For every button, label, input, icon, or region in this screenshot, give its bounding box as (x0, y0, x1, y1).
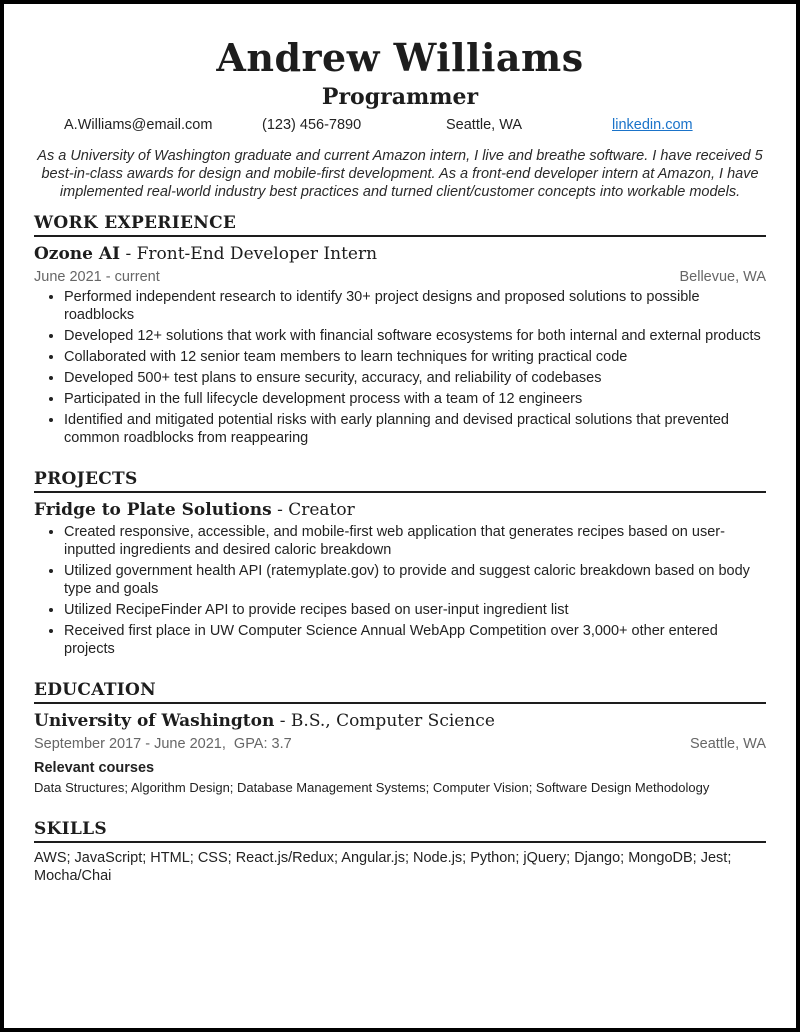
bullet-list (34, 523, 766, 658)
list-item: • Received first place in UW Computer Science Annual WebApp Competition over 3,000+ other entered projects (64, 622, 766, 658)
section-heading: PROJECTS (34, 469, 766, 493)
list-item: • Developed 12+ solutions that work with financial software ecosystems for both internal and external products (64, 327, 766, 345)
project-role: Creator (288, 500, 355, 520)
work-experience-section (34, 213, 766, 447)
skills-section (34, 819, 766, 885)
candidate-name: Andrew Williams (216, 35, 584, 80)
email: A.Williams@email.com (64, 117, 213, 133)
list-item: • Performed independent research to identify 30+ project designs and proposed solutions to possible roadblocks (64, 288, 766, 324)
list-item: • Identified and mitigated potential risks with early planning and devised practical solutions that prevented common roadblocks from reappearing (64, 411, 766, 447)
linkedin-link[interactable]: linkedin.com (612, 117, 693, 133)
section-heading: WORK EXPERIENCE (34, 213, 766, 237)
position: Front-End Developer Intern (136, 244, 378, 264)
list-item: • Collaborated with 12 senior team members to learn techniques for writing practical code (64, 348, 766, 366)
summary: As a University of Washington graduate and current Amazon intern, I live and breathe software. I have received 5 best-in-class awards for design and mobile-first development. As a front-end developer intern at Amazon, I have implemented real-world industry best practices and turned client/customer concepts into workable models. (37, 148, 763, 200)
list-item: • Participated in the full lifecycle development process with a team of 12 engineers (64, 390, 766, 408)
role-line (34, 499, 766, 521)
role-line (34, 243, 766, 265)
separator: - (277, 500, 289, 520)
job-location: Bellevue, WA (679, 269, 766, 285)
role-line (34, 710, 766, 732)
separator: - (279, 711, 291, 731)
list-item: • Utilized RecipeFinder API to provide recipes based on user-input ingredient list (64, 601, 766, 619)
list-item: • Created responsive, accessible, and mobile-first web application that generates recipes based on user-inputted ingredients and desired caloric breakdown (64, 523, 766, 559)
education-section (34, 680, 766, 797)
meta-line (34, 735, 766, 753)
separator: - (125, 244, 137, 264)
school-location: Seattle, WA (689, 736, 766, 752)
job-title: Programmer (321, 84, 479, 110)
employer: Ozone AI (34, 244, 121, 264)
list-item: • Developed 500+ test plans to ensure security, accuracy, and reliability of codebases (64, 369, 766, 387)
meta-line (34, 268, 766, 286)
section-heading: EDUCATION (34, 680, 766, 704)
list-item: • Utilized government health API (ratemyplate.gov) to provide and suggest caloric breakdown based on body type and goals (64, 562, 766, 598)
projects-section (34, 469, 766, 658)
degree: B.S., Computer Science (290, 711, 495, 731)
courses-list: Data Structures; Algorithm Design; Database Management Systems; Computer Vision; Software Design Methodology (34, 780, 710, 795)
project-name: Fridge to Plate Solutions (34, 500, 272, 520)
contact-bar (34, 117, 766, 139)
bullet-list (34, 288, 766, 447)
resume-page (4, 4, 796, 1028)
courses-label: Relevant courses (34, 760, 155, 776)
location: Seattle, WA (446, 117, 523, 133)
dates: June 2021 - current (34, 269, 160, 285)
dates: September 2017 - June 2021, GPA: 3.7 (34, 736, 292, 752)
phone: (123) 456-7890 (262, 117, 362, 133)
school: University of Washington (34, 711, 275, 731)
section-heading: SKILLS (34, 819, 766, 843)
skills-list: AWS; JavaScript; HTML; CSS; React.js/Redux; Angular.js; Node.js; Python; jQuery; Django; MongoDB; Jest; Mocha/Chai (34, 850, 732, 884)
